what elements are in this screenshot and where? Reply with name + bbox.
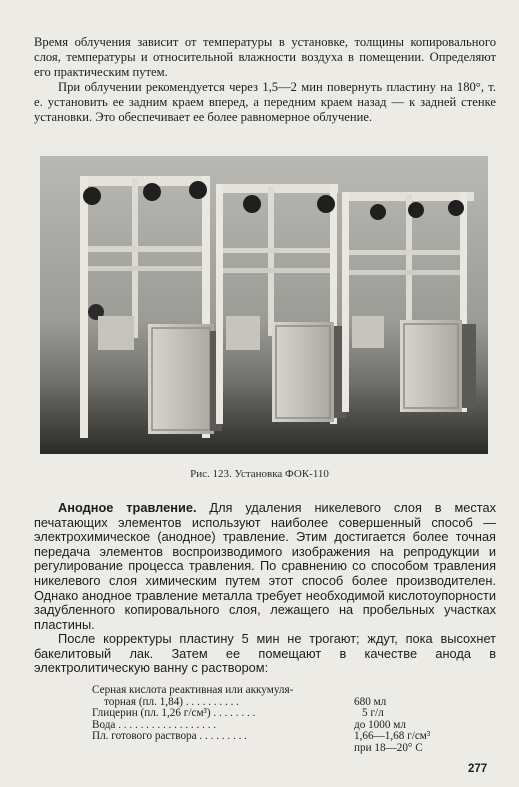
section-heading: Анодное травление. [58,500,197,515]
recipe-ingredient: Пл. готового раствора . . . . . . . . . [92,730,247,743]
recipe-ingredient: Глицерин (пл. 1,26 г/см³) . . . . . . . . [92,707,256,720]
recipe-amount: при 18—20° С [354,741,423,754]
recipe-amount: 680 мл [354,695,387,708]
recipe-amount: 1,66—1,68 г/см³ [354,730,431,743]
recipe-ingredient: Серная кислота реактивная или аккумуля- [92,684,294,696]
figure-fok-110-photo [40,156,488,454]
recipe-row [92,685,452,697]
recipe-ingredient: Вода . . . . . . . . . . . . . . . . . . [92,718,217,731]
paragraph-exposure-time: Время облучения зависит от температуры в установке, толщины копировального слоя, температуры и относительной влажности воздуха в помещении. Определяют его практическим путем. [34,35,496,79]
recipe-amount: 5 г/л [362,707,384,720]
paragraph-anodic-etching-body: Для удаления никелевого слоя в местах печатающих элементов используют наиболее совершенный способ — электрохимическое (анодное) травление. Этим достигается более точная передача элементов воспроизводимого изображения на репродукции и регулирование процесса травления. По сравнению со способом травления никелевого слоя химическим путем этот способ более производителен. Однако анодное травление металла требует необходимой кислотоупорности задубленного копировального слоя, лежащего на пробельных участках пластины. [34,500,496,632]
recipe-ingredient: торная (пл. 1,84) . . . . . . . . . . [104,695,239,708]
page-number: 277 [468,763,488,775]
figure-caption: Рис. 123. Установка ФОК-110 [190,468,329,480]
paragraph-after-correction: После корректуры пластину 5 мин не трогают; ждут, пока высохнет бакелитовый лак. Затем ее помещают в качестве анода в электролитическую ванну с раствором: [34,631,496,676]
paragraph-plate-rotation: При облучении рекомендуется через 1,5—2 мин повернуть пластину на 180°, т. е. установить ее задним краем вперед, а передним краем назад — к задней стенке установки. Это обеспечивает ее более равномерное облучение. [34,80,496,124]
recipe-row [92,743,452,755]
paragraph-anodic-etching [34,501,496,632]
recipe-amount: до 1000 мл [354,718,406,731]
equipment-photo [40,156,488,454]
solution-recipe [92,685,452,755]
